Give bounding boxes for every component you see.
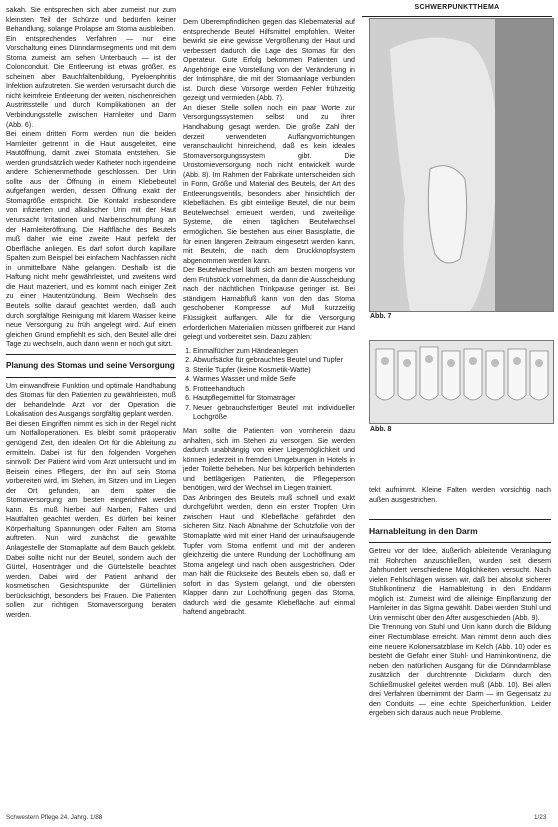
stoma-bags-photo (369, 340, 554, 424)
paragraph: Ein entsprechendes Verfahren — nur eine Vorschaltung eines Dünndarmsegments und mit dem Stoma zumeist am sehen Unterbauch — ist der Colonconduit. Die Entleerung ist etwas größer, es scheinen aber Bauchfaltenbildung, Pyeloenphritis Infektion aufzutreten. Sie werden verursacht durch die nicht keimfreie Entleerung der weiten, nischenreichen Austrittsstelle und durch Komplikationen an der Verbindungsstelle zwischen Harnleiter und Darm (Abb. 6). (6, 34, 176, 129)
list-item: 2. Abwurfsäcke für gebrauchtes Beutel und Tupfer (193, 356, 355, 366)
section-heading: Planung des Stomas und seine Versorgung (6, 360, 175, 370)
divider (6, 377, 176, 378)
paragraph: Der Beutelwechsel läuft sich am besten morgens vor dem Frühstück vornehmen, da dann die Ausscheidung nach der nächtlichen Trinkpause geringer ist. Bei ständigem Harnabfluß kann von den das Stoma geschobener Kompresse auf Mull kurzzeitig Flüssigkeit auffangen. Alle für die Versorgung erforderlichen Materialien müssen griffbereit zur Hand gelegt und vorbereitet sein. Dazu zählen: (183, 266, 355, 342)
list-item: 4. Warmes Wasser und milde Seife (193, 375, 355, 385)
paragraph: Bei diesen Eingriffen nimmt es sich in der Regel nicht um Notfalloperationen. Es bleibt somit präoperativ genügend Zeit, den idealen Ort für die Ableitung zu ermitteln. Dabei ist für den folgenden Vorgehen sinnvoll: Der Patient wird vom Arzt untersucht und im Beisein eines Pflegers, der ihn auf sein Stoma vorbereiten wird, im Stehen, im Sitzen und im Liegen der Ort gefunden, an dem später die Stomaversorgung am besten eingerichtet werden kann. Es muß hierbei auf Narben, Falten und Hautfalten geachtet werden. Es dürfen bei keiner Körperhaltung Spannungen oder Falten am Stoma auftreten. Nun wird zunächst die gewählte Anlagestelle der Stomaplatte auf dem Bauch geklebt. Dabei sollte nicht nur der Beutel, sondern auch der Gürtel, Hosenträger und die Gürtelstelle beachtet werden. Dabei wird der Patient anhand der kosmetischen Gesichtspunkte der Gürtellinien berücksichtigt, besonders bei Frauen. Die Patienten sollen zur richtigen Stomaversorgung beraten werden. (6, 419, 176, 619)
paragraph: tekt aufnimmt. Kleine Falten werden vorsichtig nach außen ausgestrichen. (369, 486, 551, 504)
list-item: 6. Hautpflegemittel für Stomaträger (193, 394, 355, 404)
footer-journal: Schwestern Pflege 24. Jahrg. 1/88 (6, 814, 103, 821)
figure-caption: Abb. 8 (370, 426, 392, 433)
paragraph: Um einwandfreie Funktion und optimale Handhabung des Stomas für den Patienten zu gewährleisten, muß der behandelnde Arzt vor der Operation die Lokalisation des Ausgangs sorgfältig geplant werden. (6, 381, 176, 419)
paragraph: An dieser Stelle sollen noch ein paar Worte zur Versorgungssystemen selbst und zu ihrer Handhabung gesagt werden. Die große Zahl der derzeit verwendeten Auffangvorrichtungen veranschaulicht hinreichend, daß es kein ideales Stomaversorgungssystem gibt. Die Urostomieversorgung noch nicht entwickelt wurde (Abb. 8). Im Rahmen der Fabrikate unterscheiden sich in Form, Größe und Material des Beutels, der Art des Entleerungsventils, besonders aber hinsichtlich der Klebeflächen. Es gibt einteilige Beutel, die nur beim Beutelwechsel erneuert werden, und zweiteilige Systeme, die einen täglichen Beutelwechsel ermöglichen. Sie bestehen aus einer Basisplatte, die für einen längeren Zeitraum eingesetzt werden kann, mit Beuteln, die nach dem Druckknopfsystem abgenommen werden kann. (183, 103, 355, 265)
patient-photo (369, 18, 554, 312)
list-item: 7. Neuer gebrauchsfertiger Beutel mit individueller Lochgröße (193, 404, 355, 423)
divider (369, 519, 551, 520)
figure-caption: Abb. 7 (370, 313, 392, 320)
list-item: 1. Einmalfücher zum Händeanlegen (193, 347, 355, 357)
divider (6, 354, 176, 355)
paragraph: Das Anbringen des Beutels muß schnell und exakt durchgeführt werden, denn ein erster Tropfen Urin zwischen Haut und Klebefläche gefährdet den sicheren Sitz. Nach Abnahme der Schutzfolie von der Stomaplatte wird mit einer Hand der urinaufsaugende Tupfer vom Stoma entfernt und mit der anderen gleichzeitig die untere Rundung der Lochöffnung am Stoma angelegt und nach oben ausgestrichen. Oder man hält die Rückseite des Beutels eben so, daß er sofort in das System gelangt, und die obersten Klapper dann zur Lochöffnung gegen das Stoma, dadurch wird die gesamte Klebefläche auf einmal haftend angebracht. (183, 493, 355, 617)
divider (369, 542, 551, 543)
list-item: 3. Sterile Tupfer (keine Kosmetik-Watte) (193, 366, 355, 376)
pouches-illustration (370, 341, 553, 423)
list-item: 5. Frotteehandtuch (193, 385, 355, 395)
page-number: 1/23 (534, 814, 547, 821)
supplies-list (183, 347, 355, 423)
column-1 (6, 6, 176, 814)
paragraph: Bei einem dritten Form werden nun die beiden Harnleiter getrennt in die Haut ausgeleitet, eine Hautöffnung, damit zwei Stomata entstehen. Sie werden grundsätzlich weder Katheter noch irgendeine andere Schienenmethode geschlossen. Der Urin sollte aus der Öffnung in einem Klebebeutel aufgefangen werden, dessen Öffnung exakt der Stomagröße entspricht. Die Kontakt insbesondere von infizierten und alkalischer Urin mit der Haut verursacht Irritationen und Narbenschrumpfung an der Harnleiteröffnung. Die Haftfläche des Beutels muß daher wie eine zweite Haut perfekt der Oberfläche anliegen. Es darf sofort durch kapillare Spalten zum Beispiel bei einfachem Nachfassen nicht in unmittelbare Nähe gelangen. Deshalb ist die Haftung nicht mehr gewährleistet, und zweitens wird die Haut mazeriert, und es kommt nach einiger Zeit zu einer Hautentzündung. Beim Wechseln des Beutels sollte darauf geachtet werden, daß auch durch sorgfältige Reinigung mit klarem Wasser keine neue Versorgung zu früh angelegt wird. Auf einen gleichen Grund empfiehlt es sich, den Beutel alle drei Tage zu wechseln, auch dann wenn er noch gut sitzt. (6, 130, 176, 349)
column-3 (369, 486, 551, 814)
torso-figure-illustration (370, 19, 553, 311)
section-header: SCHWERPUNKTTHEMA (362, 0, 552, 17)
paragraph: Dem Überempfindlichen gegen das Klebematerial auf entsprechende Beutel Hilfsmittel empfohlen. Weiter bewirkt sie eine gewisse Vergrößerung der Haut und verbessert dadurch die Lage des Stomas für den Operateur. Gute Erfolg bekommen Patienten und Angehörige eine Vorstellung von der Veränderung in der Intimsphäre, die mit der Stomaanlage verbunden ist. Durch diese Vorsorge werden Fehler frühzeitig gezeigt und vermieden (Abb. 7). (183, 18, 355, 103)
column-2 (183, 18, 355, 814)
paragraph: sakah. Sie entsprechen sich aber zumeist nur zum kleinsten Teil der Schürze und bedürfen keiner Behandlung, solange Prolapse am Stoma ausbleiben. (6, 6, 176, 34)
section-heading: Harnableitung in den Darm (369, 526, 478, 537)
paragraph: Man sollte die Patienten von vornherein dazu anhalten, sich im Stehen zu versorgen. Sie werden dadurch unabhängig von einer Liegemöglichkeit und können jederzeit in fremden Umgebungen in Hotels in jeder Toilette beheben. Nur bei körperlich behinderten und bettlägerigen Patienten, die Pflegeperson benötigen, wird der Wechsel im Liegen trainiert. (183, 426, 355, 493)
paragraph: Die Trennung von Stuhl und Urin kann durch die Bildung einer Rectumblase erreicht. Man nimmt denn auch dies eine neuere Kolonersatzblase im Kelch (Abb. 10) oder es besteht die Gefahr einer Stuhl- und Harninkontinenz, die neben den natürlichen Ausgang für die Dünndarmblase zusätzlich der durchtrennte Dickdarm durch den Schließmuskel geleitet werden muß (Abb. 10). Bei allen drei Verfahren übernimmt der Darm — im Gegensatz zu den Conduits — eine echte Speicherfunktion. Leider ergeben sich daraus auch neue Probleme. (369, 623, 551, 718)
paragraph: Getreu vor der Idee, äußerlich ableitende Veranlagung mit Rohrchen anzuschließen, wurden seit diesem Jahrhundert verschiedene Möglichkeiten versucht. Nach vielen Fehlschlägen wissen wir, daß bei absolut sicherer Stuhlkontinenz die Harnableitung in den Enddarm möglich ist. Zumeist wird die alleinige Einpflanzung der Harnleiter in das Sigma gewählt. Dabei werden Stuhl und Urin vermischt über den After ausgeschieden (Abb. 9). (369, 547, 551, 622)
